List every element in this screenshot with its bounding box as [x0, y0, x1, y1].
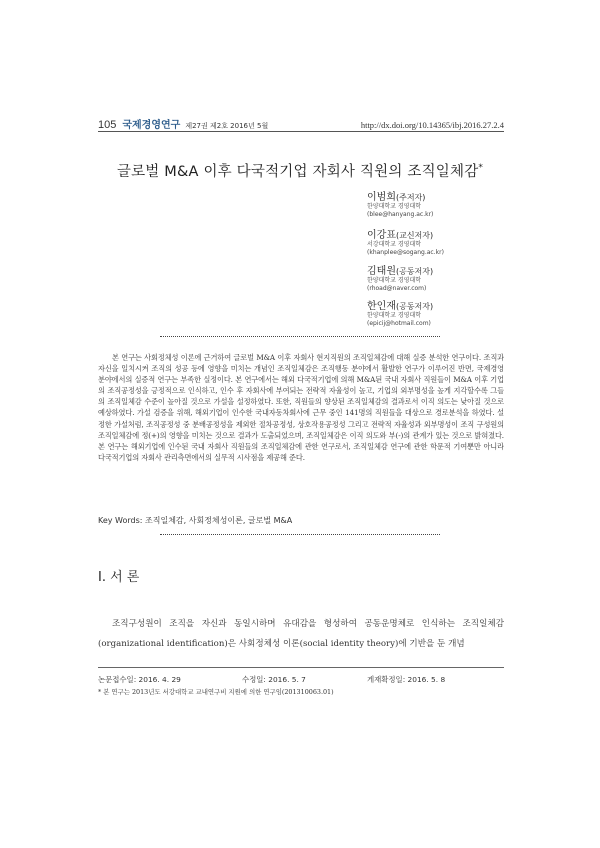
author-email: (rhoad@naver.com) [367, 285, 427, 292]
author-name: 이강표(교신저자) [367, 230, 434, 241]
author-affiliation: 서강대학교 경영대학 [367, 241, 422, 248]
author-email: (epicij@hotmail.com) [367, 320, 431, 327]
divider-dotted [160, 534, 440, 535]
paper-title-text: 글로벌 M&A 이후 다국적기업 자회사 직원의 조직일체감 [116, 164, 479, 180]
title-footnote-mark: * [478, 163, 484, 174]
author-name: 이범희(주저자) [367, 192, 426, 203]
author-block [367, 297, 433, 328]
doi-link[interactable]: http://dx.doi.org/10.14365/ibj.2016.27.2.4 [360, 120, 504, 130]
funding-note: * 본 연구는 2013년도 서강대학교 교내연구비 지원에 의한 연구임(201310063.01) [98, 688, 334, 696]
header-rule [98, 131, 504, 132]
accepted-date: 게재확정일: 2016. 5. 8 [367, 675, 446, 684]
abstract-text: 본 연구는 사회정체성 이론에 근거하여 글로벌 M&A 이후 자회사 현지직원의 조직일체감에 대해 실증 분석한 연구이다. 조직과 자신을 일치시켜 조직의 성공 등에 영향을 미치는 개념인 조직일체감은 조직행동 분야에서 활발한 연구가 이루어진 반면, 국제경영 분야에서의 실증적 연구는 부족한 실정이다. 본 연구에서는 해외 다국적기업에 의해 M&A된 국내 자회사 직원들이 M&A 이후 기업의 조직공정성을 긍정적으로 인식하고, 인수 후 자회사에 부여되는 전략적 자율성이 높고, 기업의 외부명성을 높게 지각할수록 그들의 조직일체감 수준이 높아질 것으로 가설을 설정하였다. 또한, 직원들의 향상된 조직일체감의 결과로서 이직 의도는 낮아질 것으로 예상하였다. 가설 검증을 위해, 해외기업이 인수한 국내자동차회사에 근무 중인 141명의 직원들을 대상으로 경로분석을 하였다. 설정한 가설처럼, 조직공정성 중 분배공정성을 제외한 절차공정성, 상호작용공정성 그리고 전략적 자율성과 외부명성이 조직 구성원의 조직일체감에 정(+)의 영향을 미치는 것으로 결과가 도출되었으며, 조직일체감은 이직 의도와 부(-)의 관계가 있는 것으로 밝혀졌다. 본 연구는 해외기업에 인수된 국내 자회사 직원들의 조직일체감에 관한 연구로서, 조직일체감 연구에 관한 학문적 기여뿐만 아니라 다국적기업의 자회사 관리측면에서의 실무적 시사점을 제공해 준다. [98, 353, 504, 462]
page-header [98, 116, 504, 131]
volume-info: 제27권 제2호 2016년 5월 [185, 122, 269, 130]
page-number: 105 [98, 119, 117, 131]
divider-dotted [160, 336, 440, 337]
body-text [98, 614, 504, 654]
journal-name: 국제경영연구 [122, 120, 181, 131]
received-date: 논문접수일: 2016. 4. 29 [98, 675, 181, 684]
abstract [98, 352, 504, 463]
author-affiliation: 한양대학교 경영대학 [367, 203, 422, 210]
author-affiliation: 한양대학교 경영대학 [367, 312, 422, 319]
author-block [367, 226, 444, 257]
author-block [367, 262, 433, 293]
author-affiliation: 한양대학교 경영대학 [367, 277, 422, 284]
paper-title [0, 160, 600, 181]
author-block [367, 188, 433, 219]
footnote-rule [98, 667, 504, 668]
author-name: 김태원(공동저자) [367, 266, 434, 277]
author-email: (blee@hanyang.ac.kr) [367, 211, 434, 218]
body-paragraph: 조직구성원이 조직을 자신과 동일시하며 유대감을 형성하여 공동운명체로 인식하는 조직일체감(organizational identification)은 사회정체성 이론(social identity theory)에 기반을 둔 개념 [98, 619, 504, 649]
keywords: Key Words: 조직일체감, 사회정체성이론, 글로벌 M&A [98, 516, 293, 525]
submission-dates [98, 674, 504, 685]
author-email: (khanplee@sogang.ac.kr) [367, 249, 444, 256]
revised-date: 수정일: 2016. 5. 7 [242, 675, 306, 684]
section-heading: Ⅰ. 서 론 [98, 570, 140, 585]
author-name: 한인재(공동저자) [367, 301, 434, 312]
